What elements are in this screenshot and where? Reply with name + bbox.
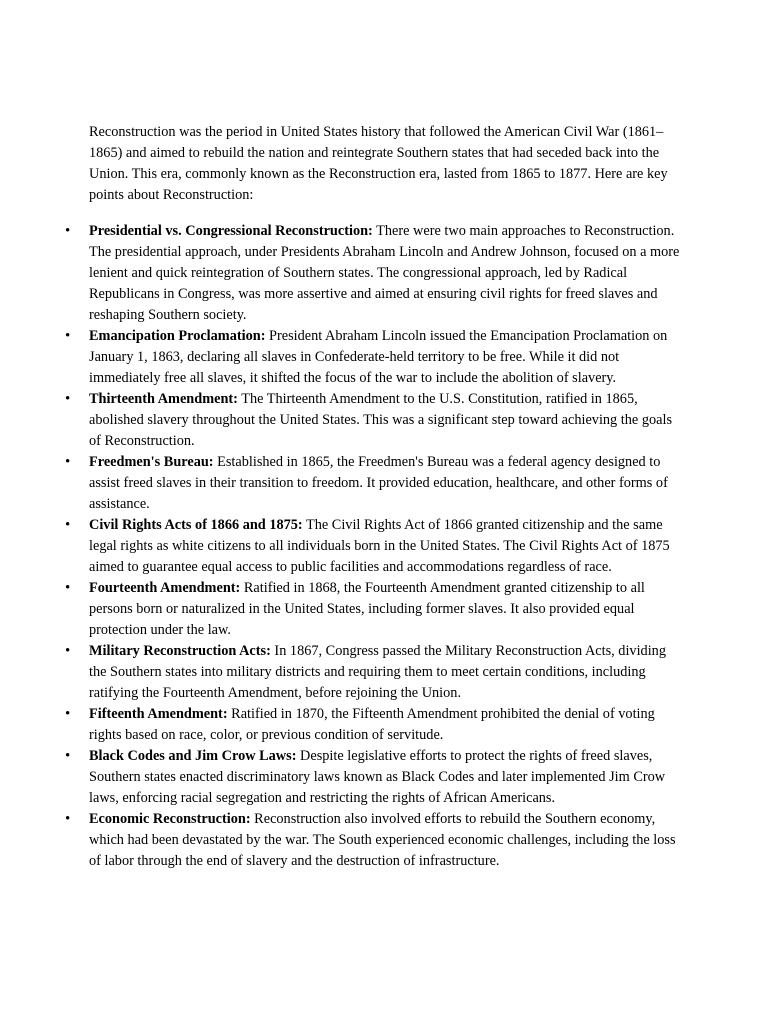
point-text: Established in 1865, the Freedmen's Bureau was a federal agency designed to assist freed slaves in their transition to freedom. It provided education, healthcare, and other forms of assistance. — [89, 454, 668, 512]
point-title: Fourteenth Amendment: — [89, 580, 241, 596]
list-item — [65, 452, 682, 515]
bullet-icon: • — [65, 643, 71, 659]
list-item — [65, 809, 682, 872]
bullet-icon: • — [65, 391, 71, 407]
bullet-icon: • — [65, 454, 71, 470]
key-points-list — [65, 221, 682, 872]
point-text: President Abraham Lincoln issued the Emancipation Proclamation on January 1, 1863, declaring all slaves in Confederate-held territory to be free. While it did not immediately free all slaves, it shifted the focus of the war to include the abolition of slavery. — [89, 328, 668, 386]
bullet-icon: • — [65, 328, 71, 344]
list-item — [65, 389, 682, 452]
list-item — [65, 704, 682, 746]
point-text: In 1867, Congress passed the Military Reconstruction Acts, dividing the Southern states into military districts and requiring them to meet certain conditions, including ratifying the Fourteenth Amendment, before rejoining the Union. — [89, 643, 666, 701]
point-text: Ratified in 1870, the Fifteenth Amendment prohibited the denial of voting rights based on race, color, or previous condition of servitude. — [89, 706, 655, 743]
point-title: Economic Reconstruction: — [89, 811, 251, 827]
point-text: There were two main approaches to Reconstruction. The presidential approach, under Presidents Abraham Lincoln and Andrew Johnson, focused on a more lenient and quick reintegration of Southern states. The congressional approach, led by Radical Republicans in Congress, was more assertive and aimed at ensuring civil rights for freed slaves and reshaping Southern society. — [89, 223, 680, 323]
list-item — [65, 326, 682, 389]
point-title: Civil Rights Acts of 1866 and 1875: — [89, 517, 303, 533]
bullet-icon: • — [65, 748, 71, 764]
point-text: The Civil Rights Act of 1866 granted citizenship and the same legal rights as white citizens to all individuals born in the United States. The Civil Rights Act of 1875 aimed to guarantee equal access to public facilities and accommodations regardless of race. — [89, 517, 670, 575]
bullet-icon: • — [65, 811, 71, 827]
list-item — [65, 578, 682, 641]
list-item — [65, 221, 682, 326]
point-text: Reconstruction also involved efforts to rebuild the Southern economy, which had been devastated by the war. The South experienced economic challenges, including the loss of labor through the end of slavery and the destruction of infrastructure. — [89, 811, 676, 869]
point-title: Fifteenth Amendment: — [89, 706, 228, 722]
point-title: Thirteenth Amendment: — [89, 391, 238, 407]
bullet-icon: • — [65, 580, 71, 596]
list-item — [65, 515, 682, 578]
point-title: Black Codes and Jim Crow Laws: — [89, 748, 297, 764]
point-title: Emancipation Proclamation: — [89, 328, 266, 344]
bullet-icon: • — [65, 517, 71, 533]
point-title: Presidential vs. Congressional Reconstruction: — [89, 223, 373, 239]
point-text: Despite legislative efforts to protect the rights of freed slaves, Southern states enacted discriminatory laws known as Black Codes and later implemented Jim Crow laws, enforcing racial segregation and restricting the rights of African Americans. — [89, 748, 666, 806]
list-item — [65, 641, 682, 704]
bullet-icon: • — [65, 706, 71, 722]
list-item — [65, 746, 682, 809]
bullet-icon: • — [65, 223, 71, 239]
point-text: The Thirteenth Amendment to the U.S. Constitution, ratified in 1865, abolished slavery throughout the United States. This was a significant step toward achieving the goals of Reconstruction. — [89, 391, 673, 449]
point-title: Freedmen's Bureau: — [89, 454, 214, 470]
intro-paragraph: Reconstruction was the period in United States history that followed the American Civil War (1861–1865) and aimed to rebuild the nation and reintegrate Southern states that had seceded back into the Union. This era, commonly known as the Reconstruction era, lasted from 1865 to 1877. Here are key points about Reconstruction: — [89, 124, 668, 203]
point-text: Ratified in 1868, the Fourteenth Amendment granted citizenship to all persons born or naturalized in the United States, including former slaves. It also provided equal protection under the law. — [89, 580, 645, 638]
point-title: Military Reconstruction Acts: — [89, 643, 271, 659]
